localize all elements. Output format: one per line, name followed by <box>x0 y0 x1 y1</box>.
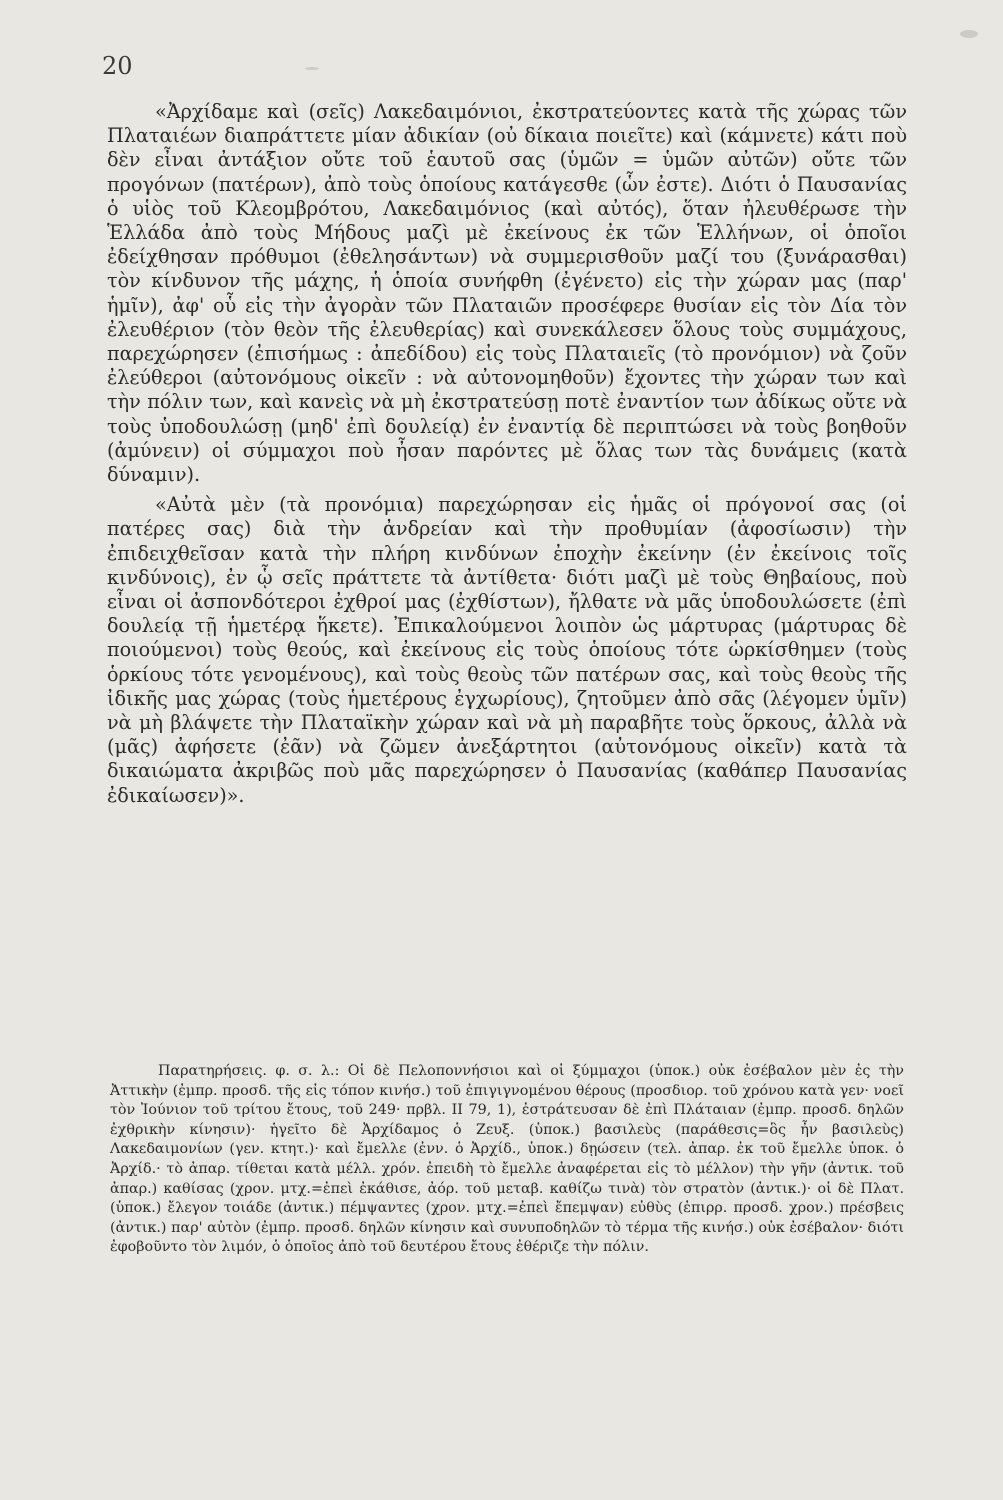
observations-notes <box>110 1062 904 1258</box>
ink-smudge <box>305 67 319 70</box>
main-translation-text <box>107 100 907 808</box>
paragraph-second: «Αὐτὰ μὲν (τὰ προνόμια) παρεχώρησαν εἰς ἡμᾶς οἱ πρόγονοί σας (οἱ πατέρες σας) διὰ τὴν ἀνδρείαν καὶ τὴν προθυμίαν (ἀφοσίωσιν) τὴν ἐπιδειχθεῖσαν κατὰ τὴν πλήρη κινδύνων ἐποχὴν ἐκείνην (ἐν ἐκείνοις τοῖς κινδύνοις), ἐν ᾧ σεῖς πράττετε τὰ ἀντίθετα· διότι μαζὶ μὲ τοὺς Θηβαίους, ποὺ εἶναι οἱ ἀσπονδότεροι ἐχθροί μας (ἐχθίστων), ἤλθατε νὰ μᾶς ὑποδουλώσετε (ἐπὶ δουλείᾳ τῇ ἡμετέρᾳ ἥκετε). Ἐπικαλούμενοι λοιπὸν ὡς μάρτυρας (μάρτυρας δὲ ποιούμενοι) τοὺς θεούς, καὶ ἐκείνους εἰς τοὺς ὁποίους τότε ὡρκίσθημεν (τοὺς ὁρκίους τότε γενομένους), καὶ τοὺς θεοὺς τῶν πατέρων σας, καὶ τοὺς θεοὺς τῆς ἰδικῆς μας χώρας (τοὺς ἡμετέρους ἐγχωρίους), ζητοῦμεν ἀπὸ σᾶς (λέγομεν ὑμῖν) νὰ μὴ βλάψετε τὴν Πλαταϊκὴν χώραν καὶ νὰ μὴ παραβῆτε τοὺς ὅρκους, ἀλλὰ νὰ (μᾶς) ἀφήσετε (ἐᾶν) νὰ ζῶμεν ἀνεξάρτητοι (αὐτονόμους οἰκεῖν) κατὰ τὰ δικαιώματα ἀκριβῶς ποὺ μᾶς παρεχώρησεν ὁ Παυσανίας (καθάπερ Παυσανίας ἐδικαίωσεν)». <box>107 493 907 807</box>
paragraph-first: «Ἀρχίδαμε καὶ (σεῖς) Λακεδαιμόνιοι, ἐκστρατεύοντες κατὰ τῆς χώρας τῶν Πλαταιέων διαπράττετε μίαν ἀδικίαν (οὐ δίκαια ποιεῖτε) καὶ (κάμνετε) κάτι ποὺ δὲν εἶναι ἀντάξιον οὔτε τοῦ ἑαυτοῦ σας (ὑμῶν = ὑμῶν αὐτῶν) οὔτε τῶν προγόνων (πατέρων), ἀπὸ τοὺς ὁποίους κατάγεσθε (ὧν ἐστε). Διότι ὁ Παυσανίας ὁ υἱὸς τοῦ Κλεομβρότου, Λακεδαιμόνιος (καὶ αὐτός), ὅταν ἠλευθέρωσε τὴν Ἑλλάδα ἀπὸ τοὺς Μήδους μαζὶ μὲ ἐκείνους ἐκ τῶν Ἑλλήνων, οἱ ὁποῖοι ἐδείχθησαν πρόθυμοι (ἐθελησάντων) νὰ συμμερισθοῦν μαζί του (ξυνάρασθαι) τὸν κίνδυνον τῆς μάχης, ἡ ὁποία συνήφθη (ἐγένετο) εἰς τὴν χώραν μας (παρ' ἡμῖν), ἀφ' οὗ εἰς τὴν ἀγορὰν τῶν Πλαταιῶν προσέφερε θυσίαν εἰς τὸν Δία τὸν ἐλευθέριον (τὸν θεὸν τῆς ἐλευθερίας) καὶ συνεκάλεσεν ὅλους τοὺς συμμάχους, παρεχώρησεν (ἐπισήμως : ἀπεδίδου) εἰς τοὺς Πλαταιεῖς (τὸ προνόμιον) νὰ ζοῦν ἐλεύθεροι (αὐτονόμους οἰκεῖν : νὰ αὐτονομηθοῦν) ἔχοντες τὴν χώραν των καὶ τὴν πόλιν των, καὶ κανεὶς νὰ μὴ ἐκστρατεύσῃ ποτὲ ἐναντίον των ἀδίκως οὔτε νὰ τοὺς ὑποδουλώσῃ (μηδ' ἐπὶ δουλείᾳ) ἐν ἐναντίᾳ δὲ περιπτώσει νὰ τοὺς βοηθοῦν (ἀμύνειν) οἱ σύμμαχοι ποὺ ἦσαν παρόντες μὲ ὅλας των τὰς δυνάμεις (κατὰ δύναμιν). <box>107 100 907 487</box>
observations-text: Παρατηρήσεις. φ. σ. λ.: Οἱ δὲ Πελοποννήσιοι καὶ οἱ ξύμμαχοι (ὑποκ.) οὐκ ἐσέβαλον μὲν ἐς τὴν Ἀττικὴν (ἐμπρ. προσδ. τῆς εἰς τόπον κινήσ.) τοῦ ἐπιγιγνομένου θέρους (προσδιορ. τοῦ χρόνου κατὰ γεν· νοεῖ τὸν Ἰούνιον τοῦ τρίτου ἔτους, τοῦ 249· πρβλ. II 79, 1), ἐστράτευσαν δὲ ἐπὶ Πλάταιαν (ἐμπρ. προσδ. δηλῶν ἐχθρικὴν κίνησιν)· ἡγεῖτο δὲ Ἀρχίδαμος ὁ Ζευξ. (ὑποκ.) βασιλεὺς (παράθεσις=ὃς ἦν βασιλεὺς) Λακεδαιμονίων (γεν. κτητ.)· καὶ ἔμελλε (ἐνν. ὁ Ἀρχίδ., ὑποκ.) δῃώσειν (τελ. ἀπαρ. ἐκ τοῦ ἔμελλε ὑποκ. ὁ Ἀρχίδ.· τὸ ἀπαρ. τίθεται κατὰ μέλλ. χρόν. ἐπειδὴ τὸ ἔμελλε ἀναφέρεται εἰς τὸ μέλλον) τὴν γῆν (ἀντικ. τοῦ ἀπαρ.) καθίσας (χρον. μτχ.=ἐπεὶ ἐκάθισε, ἀόρ. τοῦ μεταβ. καθίζω τινὰ) τὸν στρατὸν (ἀντικ.)· οἱ δὲ Πλατ. (ὑποκ.) ἔλεγον τοιάδε (ἀντικ.) πέμψαντες (χρον. μτχ.=ἐπεὶ ἔπεμψαν) εὐθὺς (ἐπιρρ. προσδ. χρον.) πρέσβεις (ἀντικ.) παρ' αὐτὸν (ἐμπρ. προσδ. δηλῶν κίνησιν καὶ συνυποδηλῶν τὸ τέρμα τῆς κινήσ.) οὐκ ἐσέβαλον· διότι ἐφοβοῦντο τὸν λιμόν, ὁ ὁποῖος ἀπὸ τοῦ δευτέρου ἔτους ἐθέριζε τὴν πόλιν. <box>110 1063 904 1256</box>
page-number: 20 <box>102 52 133 80</box>
ink-smudge <box>960 30 978 38</box>
